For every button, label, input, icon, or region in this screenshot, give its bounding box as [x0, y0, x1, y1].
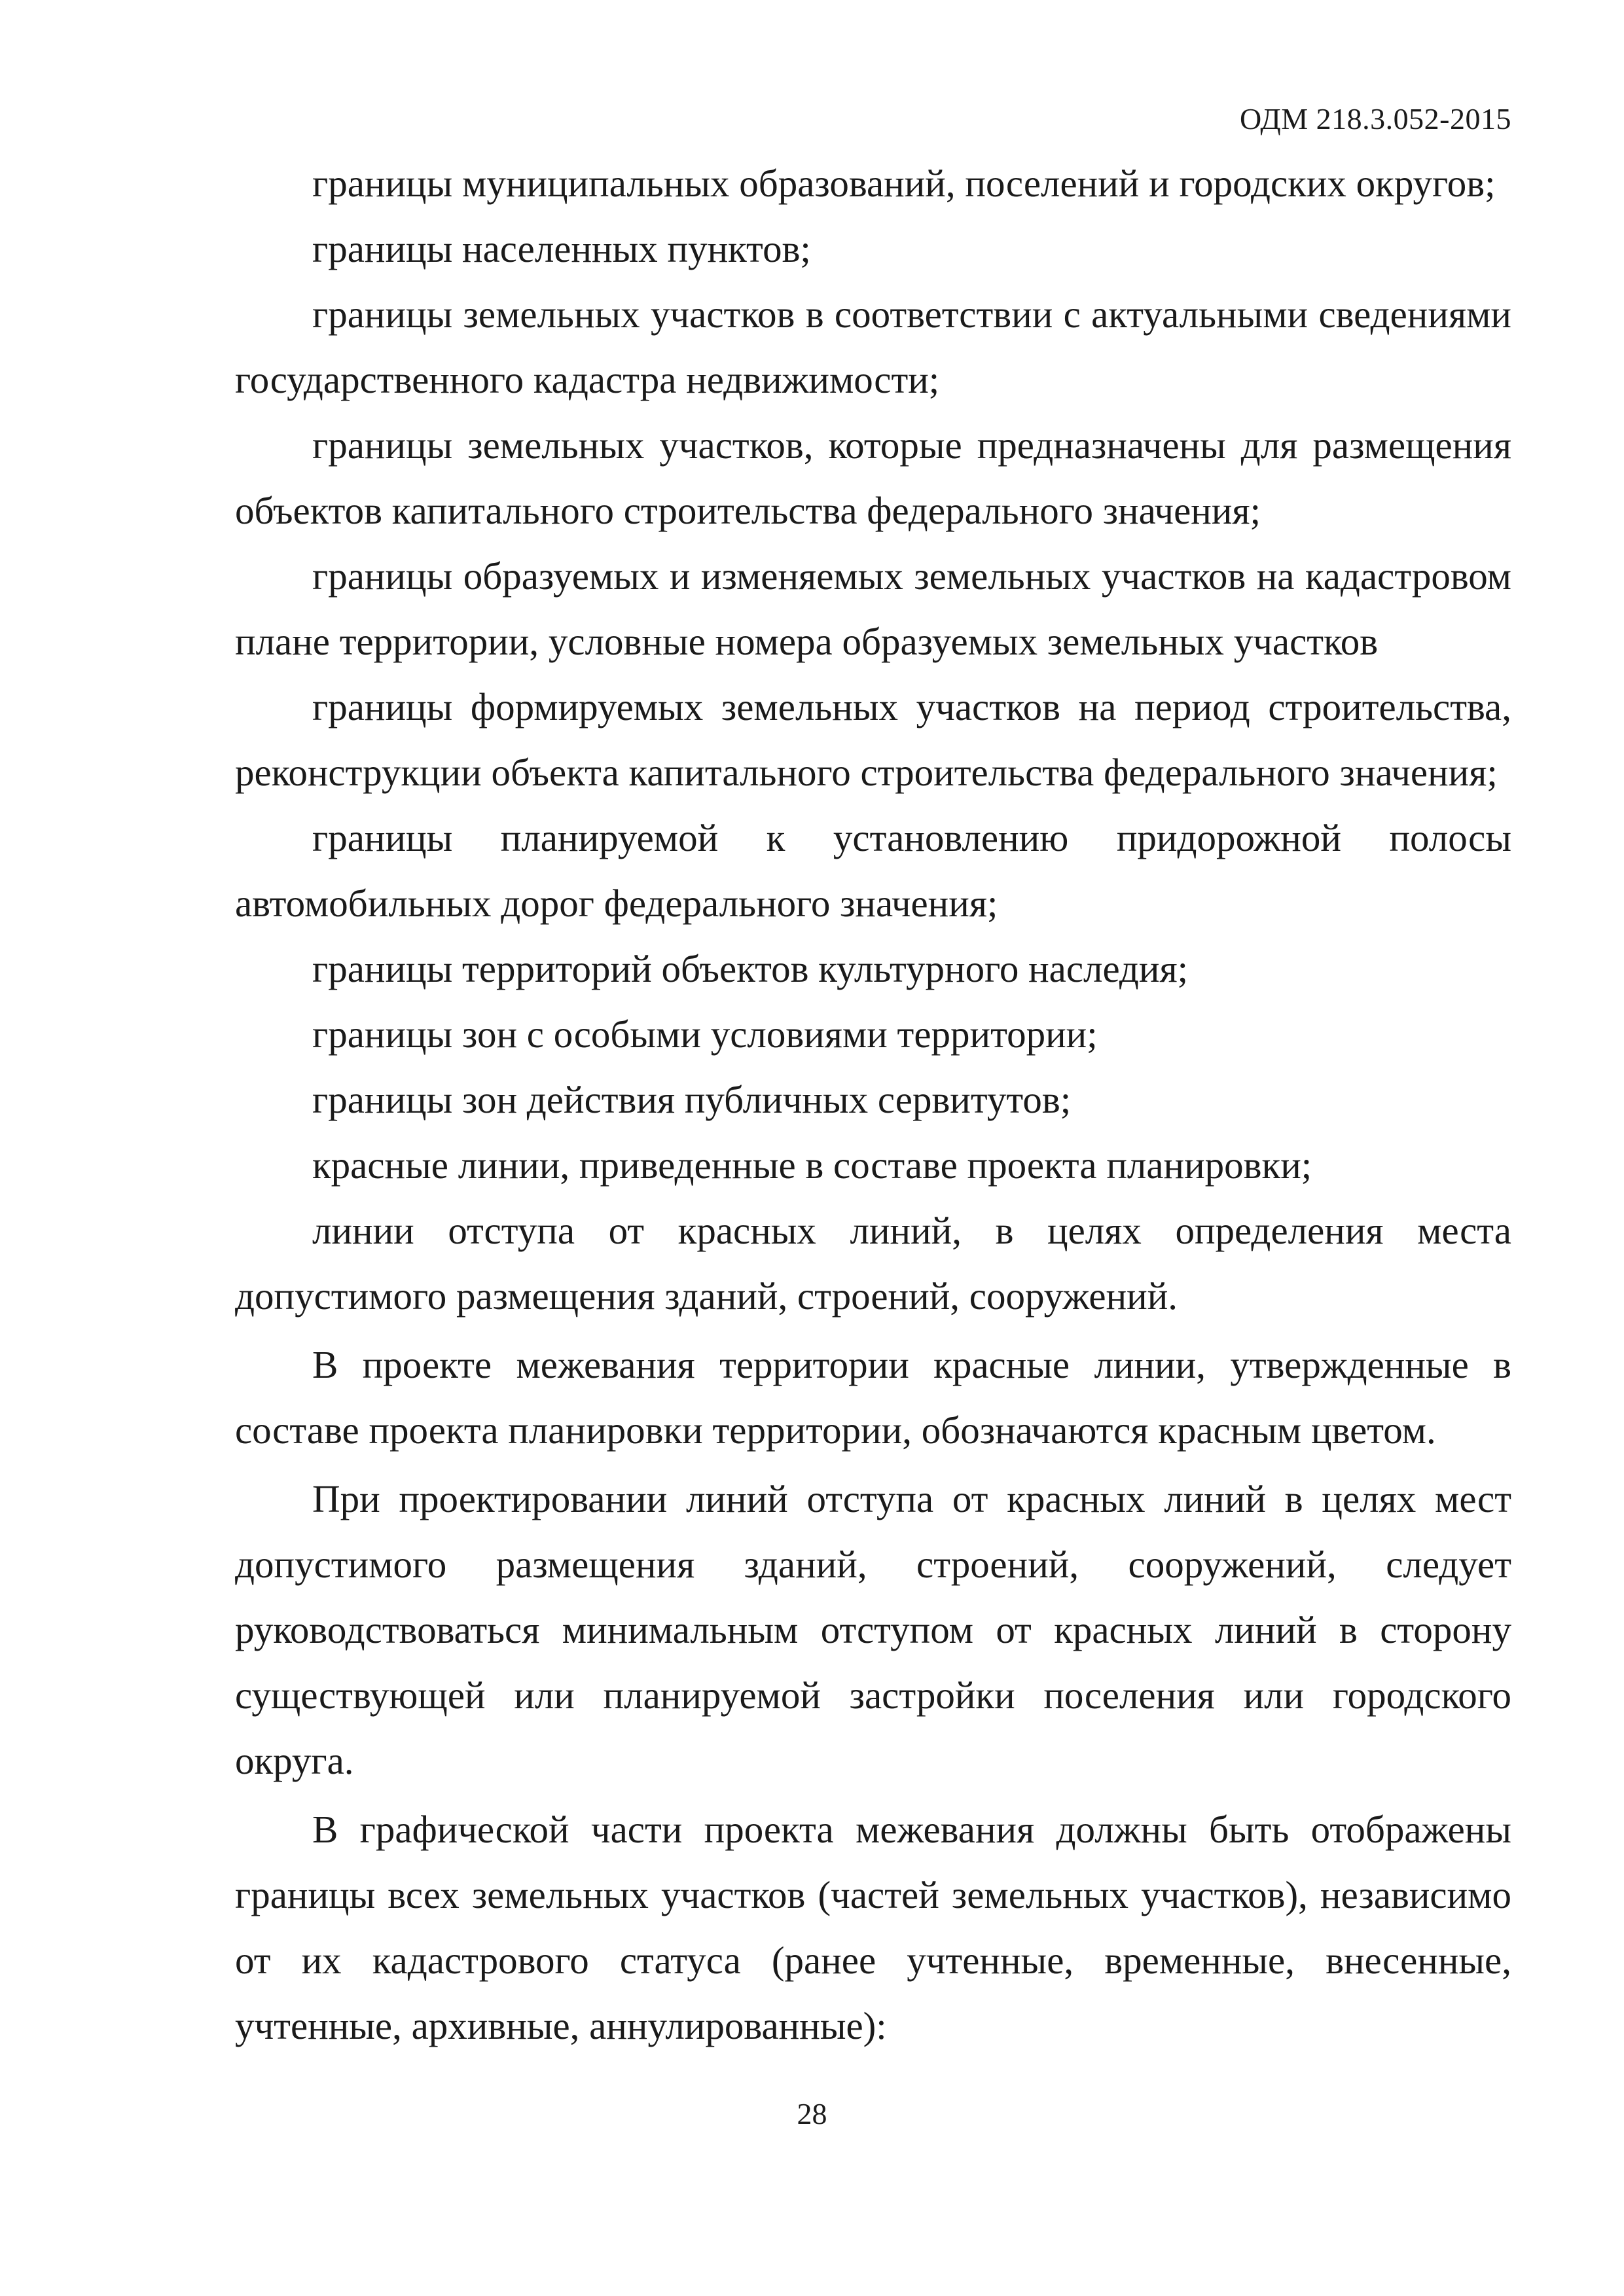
paragraph-graphic-part: В графической части проекта межевания должны быть отображены границы всех земельных участков (частей земельных участков), независимо от их кадастрового статуса (ранее учтенные, временные, внесенные, учтенные, архивные, аннулированные): [235, 1808, 1511, 2047]
document-code: ОДМ 218.3.052-2015 [1239, 102, 1511, 135]
paragraph-settlement-boundaries: границы населенных пунктов; [312, 227, 811, 270]
paragraph-special-zones: границы зон с особыми условиями территории; [312, 1013, 1098, 1056]
paragraph-construction-period-plots: границы формируемых земельных участков на период строительства, реконструкции объекта капитального строительства федерального значения; [235, 685, 1511, 794]
paragraph-cultural-heritage: границы территорий объектов культурного наследия; [312, 947, 1189, 990]
paragraph-setback-design: При проектировании линий отступа от красных линий в целях мест допустимого размещения зданий, строений, сооружений, следует руководствоваться минимальным отступом от красных линий в сторону существующей или планируемой застройки поселения или городского округа. [235, 1477, 1511, 1782]
paragraph-municipal-boundaries: границы муниципальных образований, поселений и городских округов; [312, 162, 1496, 205]
page-number: 28 [797, 2097, 827, 2130]
paragraph-red-lines-color: В проекте межевания территории красные линии, утвержденные в составе проекта планировки территории, обозначаются красным цветом. [235, 1343, 1511, 1452]
page-body [235, 151, 1511, 2058]
paragraph-red-lines: красные линии, приведенные в составе проекта планировки; [312, 1143, 1312, 1187]
paragraph-land-plot-federal-objects: границы земельных участков, которые предназначены для размещения объектов капитального строительства федерального значения; [235, 423, 1511, 532]
paragraph-land-plot-cadastre: границы земельных участков в соответствии с актуальными сведениями государственного кадастра недвижимости; [235, 293, 1511, 401]
paragraph-roadside-strip: границы планируемой к установлению придорожной полосы автомобильных дорог федерального значения; [235, 816, 1511, 925]
paragraph-formed-land-plots: границы образуемых и изменяемых земельных участков на кадастровом плане территории, условные номера образуемых земельных участков [235, 554, 1511, 663]
paragraph-easement-zones: границы зон действия публичных сервитутов; [312, 1078, 1072, 1121]
paragraph-setback-lines: линии отступа от красных линий, в целях определения места допустимого размещения зданий, строений, сооружений. [235, 1209, 1511, 1318]
